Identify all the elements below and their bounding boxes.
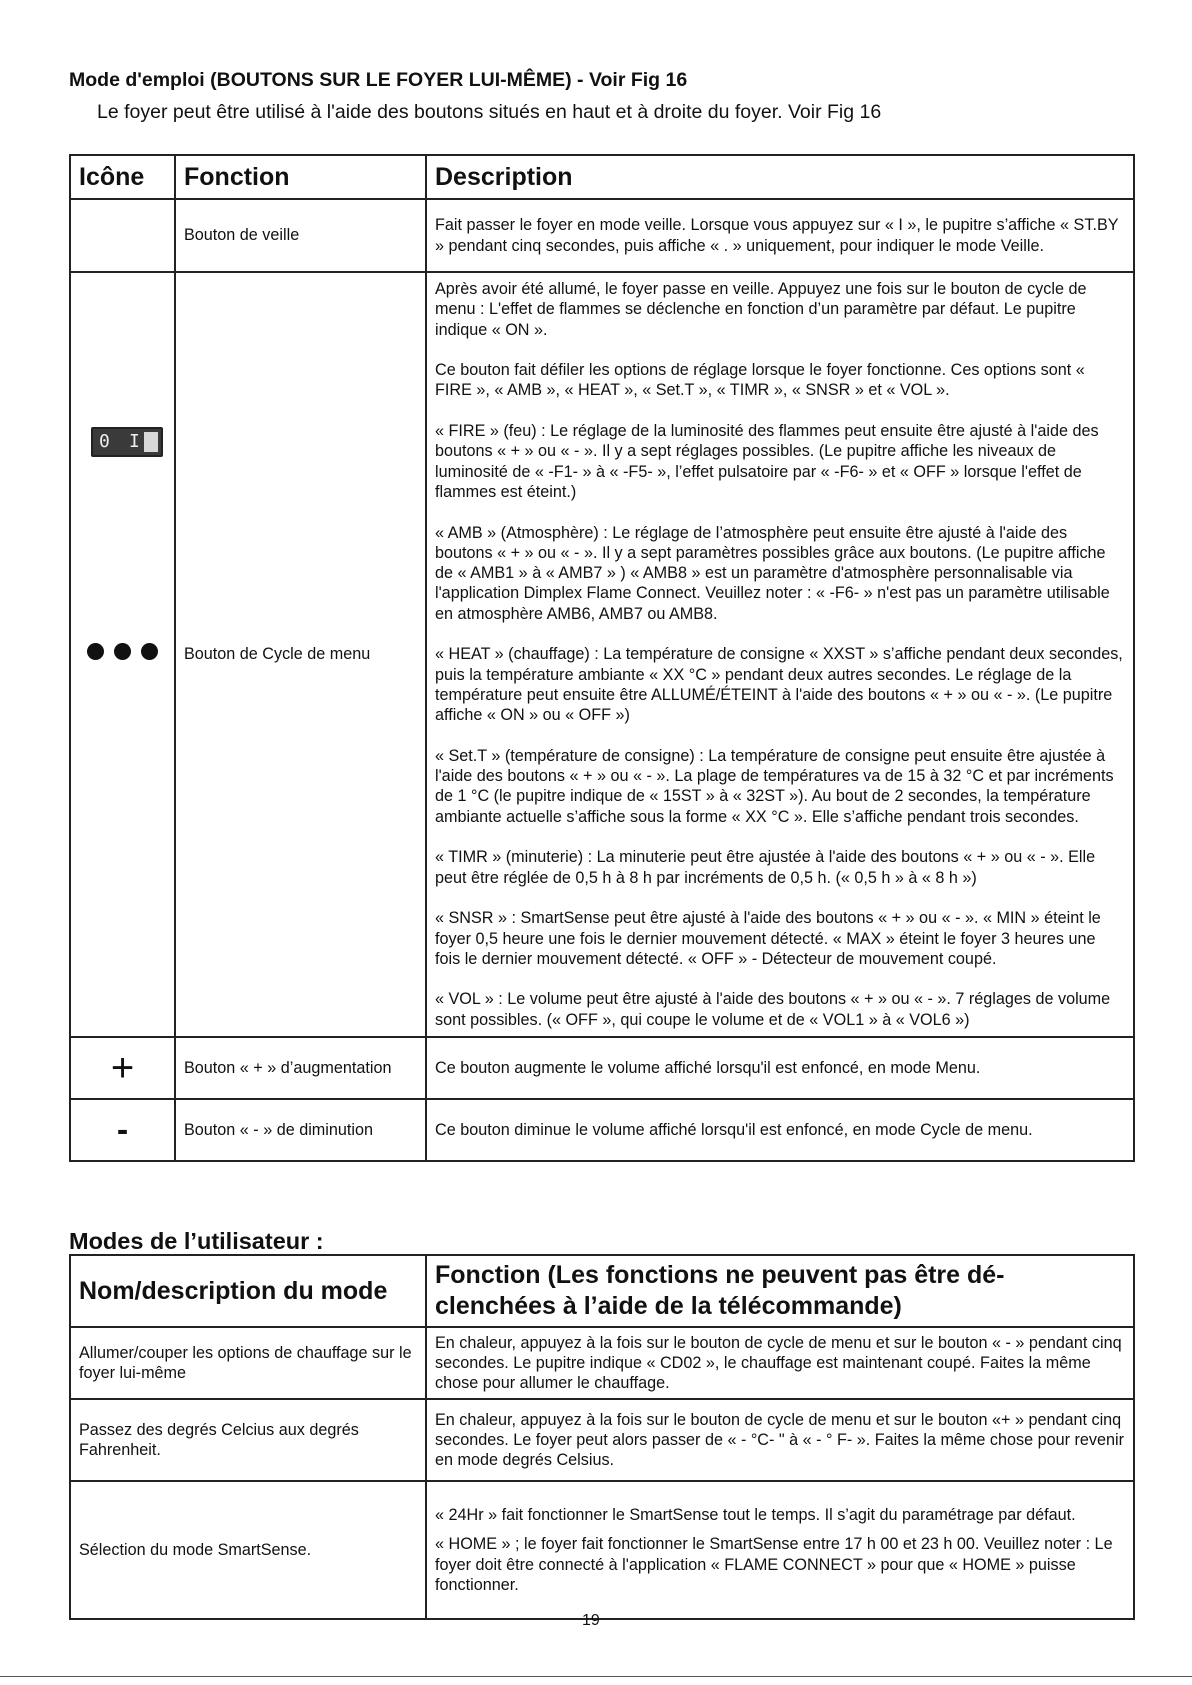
mode-function <box>426 1481 1134 1619</box>
header-mode-function: Fonction (Les fonctions ne peuvent pas être dé-clenchées à l’aide de la télécommande) <box>426 1255 1134 1327</box>
table-row-minus <box>70 1099 1134 1161</box>
three-dots-icon <box>87 643 158 660</box>
menu-cycle-icon-cell <box>70 272 175 1037</box>
intro-text: Le foyer peut être utilisé à l'aide des boutons situés en haut et à droite du foyer. Voir Fig 16 <box>97 101 882 123</box>
menu-cycle-paragraph: « Set.T » (température de consigne) : La température de consigne peut ensuite être ajustée à l'aide des boutons « + » ou « - ». La plage de températures va de 15 à 32 °C et par incréments de 1 °C (le pupitre indique de « 15ST » à « 32ST »). Au bout de 2 secondes, la température ambiante actuelle s’affiche sous la forme « XX °C ». Elle s’affiche pendant trois secondes. <box>435 746 1114 826</box>
standby-function: Bouton de veille <box>175 199 426 272</box>
plus-description: Ce bouton augmente le volume affiché lorsqu'il est enfoncé, en mode Menu. <box>426 1037 1134 1099</box>
switch-rocker <box>144 432 158 452</box>
mode-name: Sélection du mode SmartSense. <box>70 1481 426 1619</box>
footer-rule <box>0 1676 1192 1677</box>
table-row-menu-cycle <box>70 272 1134 1037</box>
minus-icon-cell <box>70 1099 175 1161</box>
plus-icon-cell <box>70 1037 175 1099</box>
menu-cycle-paragraph: Ce bouton fait défiler les options de réglage lorsque le foyer fonctionne. Ces options sont « FIRE », « AMB », « HEAT », « Set.T », « TIMR », « SNSR » et « VOL ». <box>435 361 1085 400</box>
mode-paragraph: En chaleur, appuyez à la fois sur le bouton de cycle de menu et sur le bouton « - » pendant cinq secondes. Le pupitre indique « CD02 », le chauffage est maintenant coupé. Faites la même chose pour allumer le chauffage. <box>435 1333 1122 1393</box>
switch-label-off: 0 <box>99 431 110 452</box>
menu-cycle-paragraph: « VOL » : Le volume peut être ajusté à l'aide des boutons « + » ou « - ». 7 réglages de volume sont possibles. (« OFF », qui coupe le volume et de « VOL1 » à « VOL6 ») <box>435 990 1111 1029</box>
page-number: 19 <box>582 1612 600 1629</box>
table-header-row <box>70 1255 1134 1327</box>
switch-label-on: I <box>129 431 140 452</box>
menu-cycle-function: Bouton de Cycle de menu <box>175 272 426 1037</box>
table-row-plus <box>70 1037 1134 1099</box>
mode-function <box>426 1327 1134 1399</box>
menu-cycle-paragraph: « HEAT » (chauffage) : La température de consigne « XXST » s’affiche pendant deux secondes, puis la température ambiante « XX °C » pendant deux autres secondes. Le réglage de la température peut ensuite être ALLUMÉ/ÉTEINT à l'aide des boutons « + » ou « - ». (Le pupitre affiche « ON » ou « OFF ») <box>435 645 1123 725</box>
user-modes-heading: Modes de l’utilisateur : <box>69 1228 324 1254</box>
menu-cycle-description <box>426 272 1134 1037</box>
header-icon: Icône <box>70 155 175 199</box>
mode-paragraph: « HOME » ; le foyer fait fonctionner le SmartSense entre 17 h 00 et 23 h 00. Veuillez noter : Le foyer doit être connecté à l'application « FLAME CONNECT » pour que « HOME » puisse fonctionner. <box>435 1535 1113 1594</box>
minus-function: Bouton « - » de diminution <box>175 1099 426 1161</box>
menu-cycle-paragraph: « FIRE » (feu) : Le réglage de la luminosité des flammes peut ensuite être ajusté à l'aide des boutons « + » ou « - ». Il y a sept réglages possibles. (Le pupitre affiche les niveaux de luminosité de « -F1- » à « -F5- », l’effet pulsatoire par « -F6- » et « OFF » lorsque l'effet de flammes est éteint.) <box>435 422 1099 501</box>
buttons-table <box>69 154 1135 1162</box>
mode-paragraph: « 24Hr » fait fonctionner le SmartSense tout le temps. Il s’agit du paramétrage par défaut. <box>435 1505 1076 1524</box>
mode-paragraph: En chaleur, appuyez à la fois sur le bouton de cycle de menu et sur le bouton «+ » pendant cinq secondes. Le foyer peut alors passer de « - °C- " à « - ° F- ». Faites la même chose pour revenir en mode degrés Celsius. <box>435 1410 1124 1470</box>
minus-description: Ce bouton diminue le volume affiché lorsqu'il est enfoncé, en mode Cycle de menu. <box>426 1099 1134 1161</box>
standby-switch-icon <box>91 427 163 457</box>
menu-cycle-paragraph: « AMB » (Atmosphère) : Le réglage de l’atmosphère peut ensuite être ajusté à l'aide des boutons « + » ou « - ». Il y a sept paramètres possibles grâce aux boutons. (Le pupitre affiche de « AMB1 » à « AMB7 » ) « AMB8 » est un paramètre d'atmosphère personnalisable via l'application Dimplex Flame Connect. Veuillez noter : « -F6- » n'est pas un paramètre utilisable en atmosphère AMB6, AMB7 ou AMB8. <box>435 523 1110 623</box>
table-row-standby <box>70 199 1134 272</box>
minus-icon: - <box>116 1110 129 1149</box>
mode-name: Passez des degrés Celcius aux degrés Fahrenheit. <box>70 1399 426 1481</box>
plus-icon: + <box>110 1045 135 1090</box>
table-header-row <box>70 155 1134 199</box>
mode-function <box>426 1399 1134 1481</box>
standby-description: Fait passer le foyer en mode veille. Lorsque vous appuyez sur « I », le pupitre s’affiche « ST.BY » pendant cinq secondes, puis affiche « . » uniquement, pour indiquer le mode Veille. <box>426 199 1134 272</box>
plus-function: Bouton « + » d’augmentation <box>175 1037 426 1099</box>
header-description: Description <box>426 155 1134 199</box>
user-modes-table <box>69 1254 1135 1620</box>
section-heading: Mode d'emploi (BOUTONS SUR LE FOYER LUI-MÊME) - Voir Fig 16 <box>69 69 688 91</box>
table-row <box>70 1327 1134 1399</box>
header-mode-name: Nom/description du mode <box>70 1255 426 1327</box>
table-row <box>70 1399 1134 1481</box>
header-function: Fonction <box>175 155 426 199</box>
menu-cycle-paragraph: « SNSR » : SmartSense peut être ajusté à l'aide des boutons « + » ou « - ». « MIN » éteint le foyer 0,5 heure une fois le dernier mouvement détecté. « MAX » éteint le foyer 3 heures une fois le dernier mouvement détecté. « OFF » - Détecteur de mouvement coupé. <box>435 909 1101 968</box>
menu-cycle-paragraph: « TIMR » (minuterie) : La minuterie peut être ajustée à l'aide des boutons « + » ou « - ». Elle peut être réglée de 0,5 h à 8 h par incréments de 0,5 h. (« 0,5 h » à « 8 h ») <box>435 848 1096 887</box>
mode-name: Allumer/couper les options de chauffage sur le foyer lui-même <box>70 1327 426 1399</box>
table-row <box>70 1481 1134 1619</box>
standby-icon-cell <box>70 199 175 272</box>
menu-cycle-paragraph: Après avoir été allumé, le foyer passe en veille. Appuyez une fois sur le bouton de cycle de menu : L'effet de flammes se déclenche en fonction d’un paramètre par défaut. Le pupitre indique « ON ». <box>435 280 1087 339</box>
